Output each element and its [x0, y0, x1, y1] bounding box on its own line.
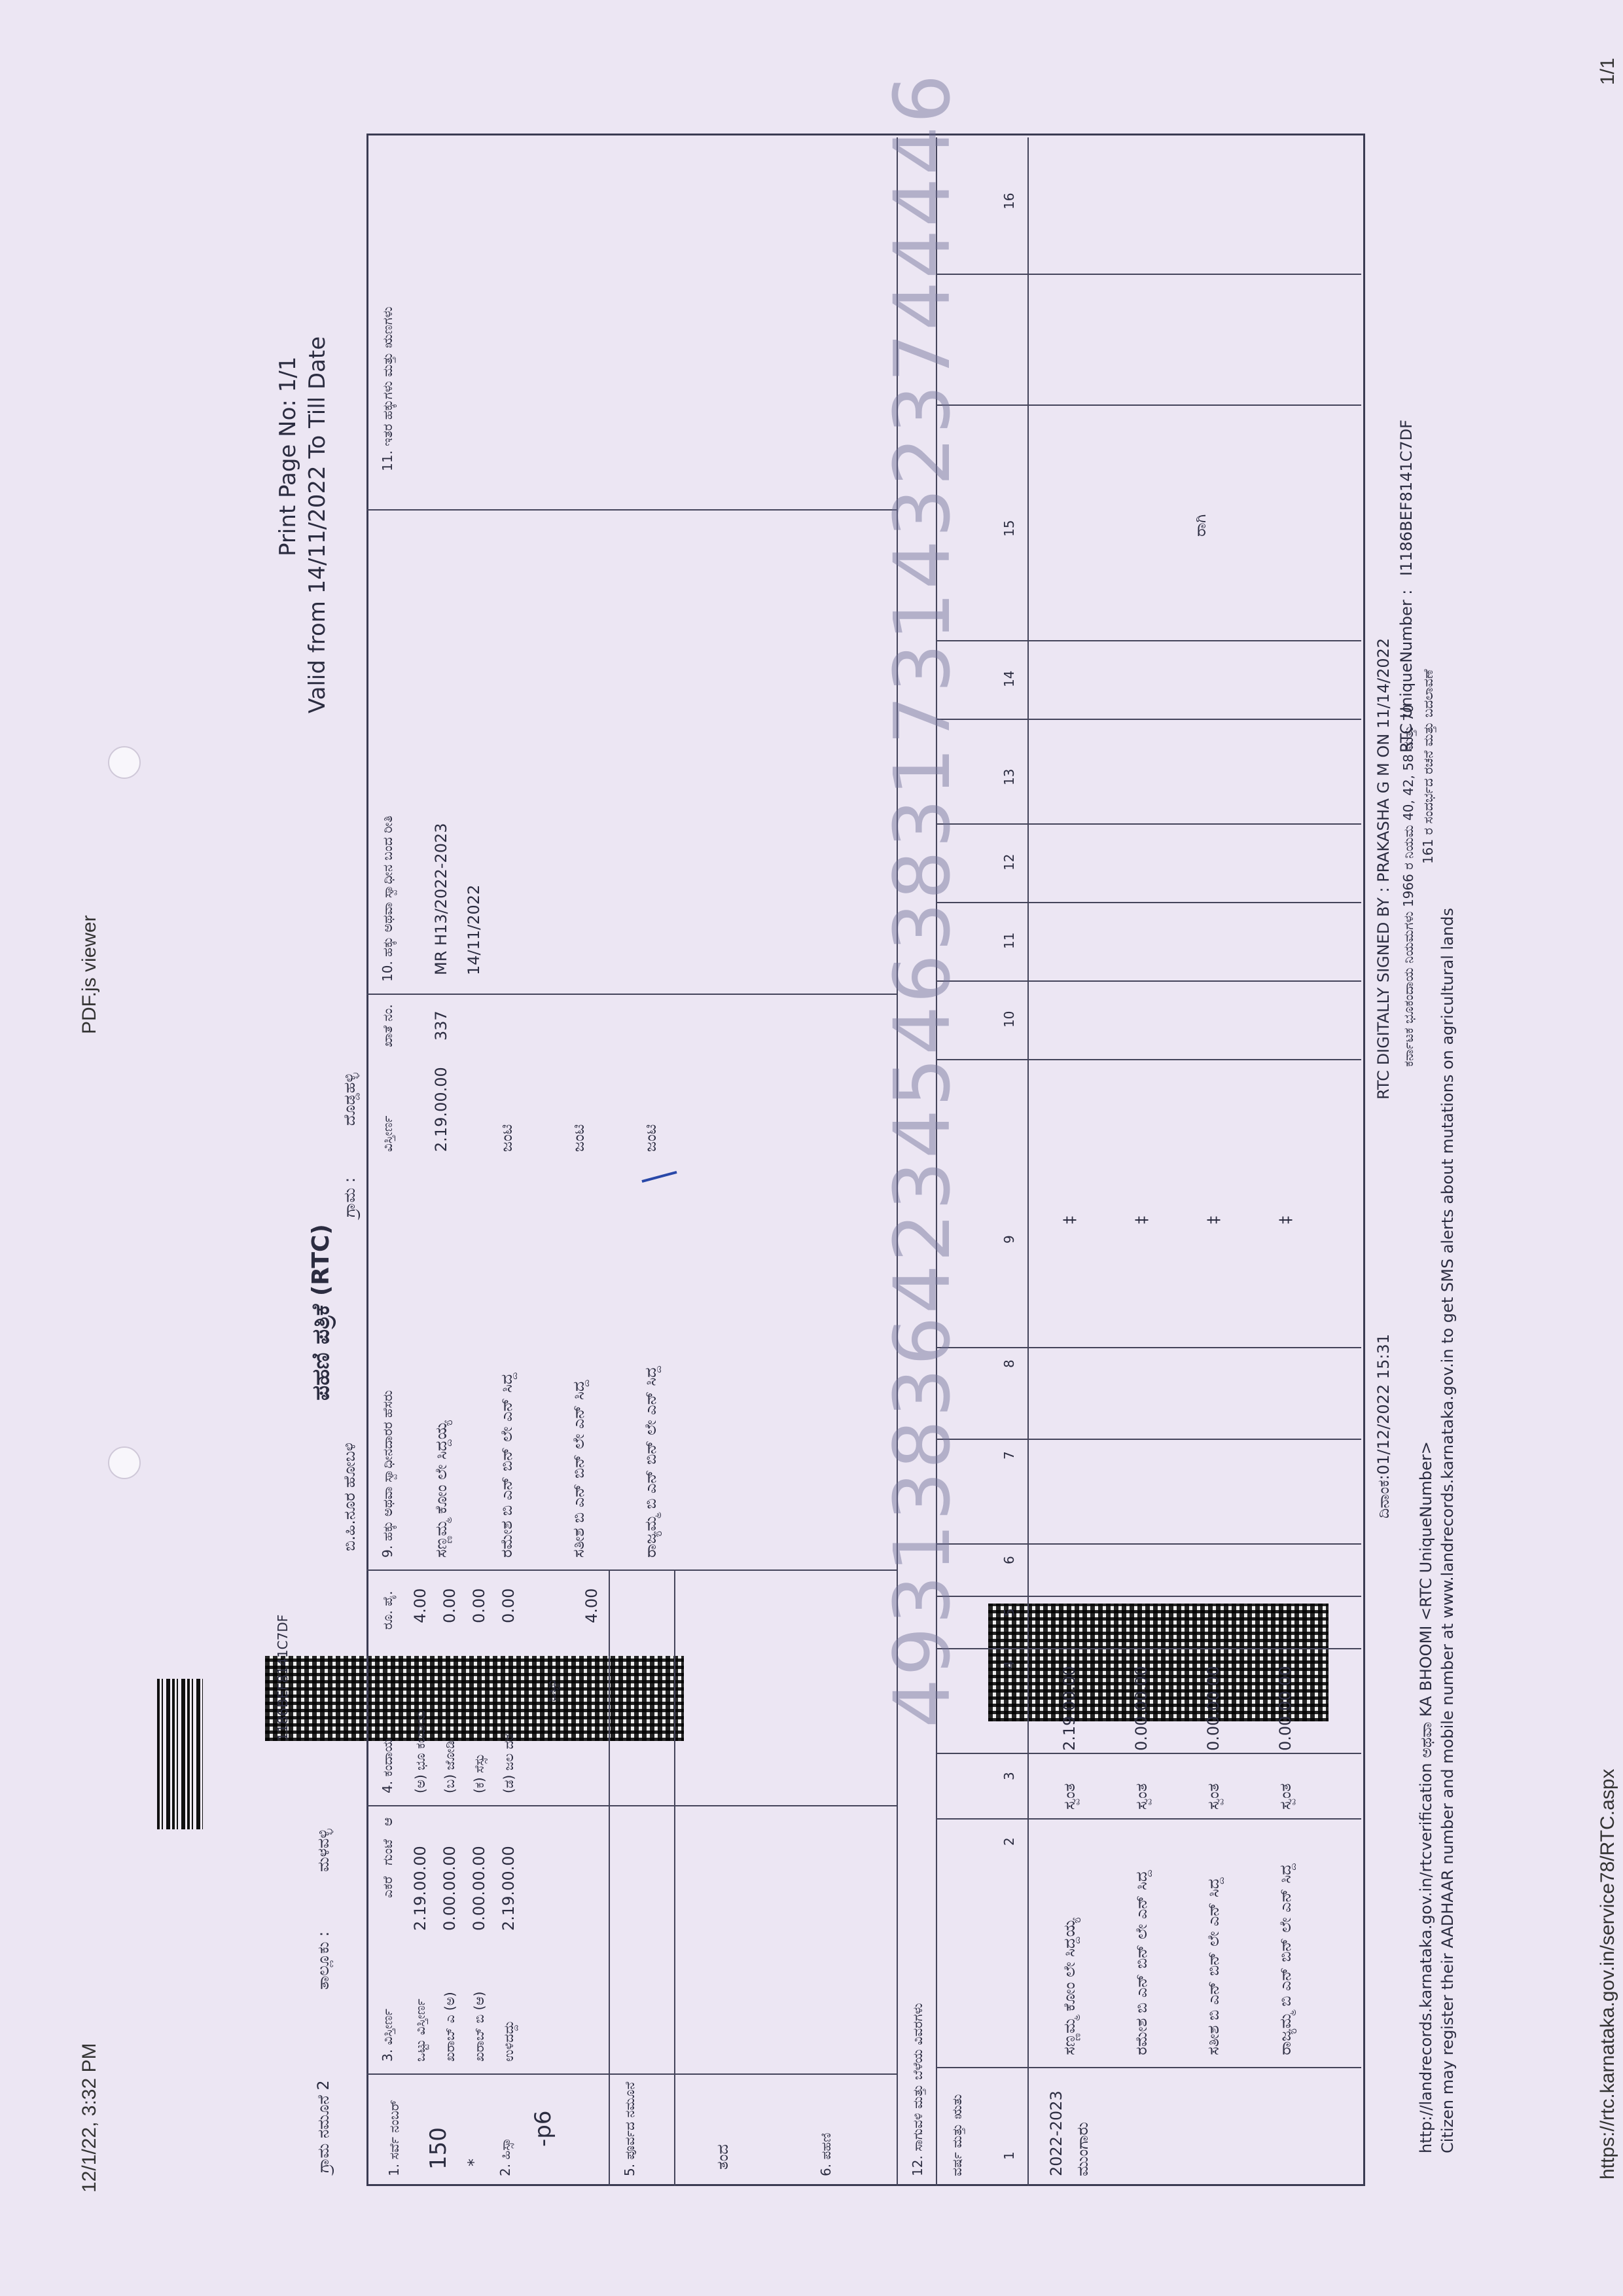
- revenue-unit: ರೂ. ಪೈ.: [380, 1590, 395, 1630]
- pot-label: 5. ಪೂರ್ವದ ನಮೂನೆ: [622, 2081, 637, 2176]
- revenue-row-value: 0.00: [470, 1588, 488, 1623]
- cultivation-year-label: ವರ್ಷ ಮತ್ತು ಋತು: [949, 2094, 965, 2176]
- col-number: 16: [1001, 192, 1017, 209]
- col-number: 9: [1001, 1235, 1017, 1244]
- extent-header: 3. ವಿಸ್ತೀರ್ಣ: [380, 2009, 395, 2062]
- sms-text: Citizen may register their AADHAAR number and mobile number at www.landrecords.karnataka.gov.in to get SMS alerts about mutations on agricultural lands: [1438, 908, 1457, 2153]
- taluk: ಮಳವಳ್ಳಿ: [314, 1829, 332, 1872]
- cultivation-mark: ‡: [1276, 1216, 1294, 1224]
- revenue-header: 4. ಕಂದಾಯ: [380, 1738, 395, 1793]
- cultivation-header: 12. ಸಾಗುವಳಿ ಮತ್ತು ಬೆಳೆಯ ವಿವರಗಳು: [910, 2003, 925, 2176]
- col-number: 4: [1001, 1660, 1017, 1669]
- cultivation-type: ಸ್ವಂತ: [1276, 1783, 1294, 1810]
- col-number: 14: [1001, 670, 1017, 687]
- owners-header: 9. ಹಕ್ಕು ಅಥವಾ ಸ್ವಾಧೀನದಾರರ ಹೆಸರು: [380, 1390, 395, 1558]
- owner-extent: ಜಂಟಿ: [569, 1124, 588, 1152]
- owner-extent: ಜಂಟಿ: [497, 1124, 516, 1152]
- print-url: https://rtc.karnataka.gov.in/service78/RTC.aspx: [1597, 1768, 1618, 2179]
- survey-label: 1. ಸರ್ವೆ ನಂಬರ್: [386, 2100, 402, 2176]
- form-number: ಗ್ರಾಮ ನಮೂನೆ 2: [314, 2080, 332, 2173]
- hissa: -p6: [530, 2110, 556, 2147]
- section-text: 161 ರ ಸಂದರ್ಭದ ರಚನೆ ಮತ್ತು ಬದಲಾವಣೆ: [1420, 669, 1436, 864]
- cultivation-extent: 0.00.00.00: [1276, 1666, 1294, 1751]
- revenue-row-label: (ಡ) ಜಲ ದರ: [501, 1734, 516, 1793]
- extent-row-value: 0.00.00.00: [440, 1846, 459, 1931]
- col-number: 7: [1001, 1451, 1017, 1460]
- revenue-row-label: (ಬ) ಜೋಡಿ: [442, 1740, 457, 1793]
- owners-khata-header: ಖಾತೆ ನಂ.: [380, 1004, 395, 1047]
- taluk-label: ತಾಲ್ಲೂಕು :: [314, 1931, 332, 1990]
- pot: ತಂದ: [713, 2144, 732, 2170]
- cultivation-year: 2022-2023: [1047, 2090, 1065, 2176]
- mutation-date: 14/11/2022: [465, 884, 483, 975]
- revenue-row-value: 4.00: [411, 1588, 429, 1623]
- extent-row-value: 2.19.00.00: [411, 1846, 429, 1931]
- cultivation-mark: ‡: [1060, 1216, 1079, 1224]
- cultivation-type: ಸ್ವಂತ: [1132, 1783, 1150, 1810]
- footer-date: ದಿನಾಂಕ:01/12/2022 15:31: [1374, 1334, 1393, 1518]
- cultivator-name: ಸತೀಶ ಬಿ ಎನ್ ಬಿನ್ ಲೇ ಎನ್ ಸಿದ್ದ: [1204, 1877, 1222, 2055]
- extent-unit-2: ಗುಂಟೆ: [380, 1839, 395, 1865]
- cultivator-name: ರಮೇಶ ಬಿ ಎನ್ ಬಿನ್ ಲೇ ಎನ್ ಸಿದ್ದ: [1132, 1870, 1150, 2055]
- revenue-row-label: (ಅ) ಭೂ ಕಂದಾಯ: [412, 1710, 428, 1793]
- owner-name: ಸಣ್ಣಮ್ಮ ಕೋಂ ಲೇ ಸಿದ್ದಯ್ಯ: [432, 1420, 450, 1558]
- extent-row-value: 2.19.00.00: [499, 1846, 518, 1931]
- verify-text: http://landrecords.karnataka.gov.in/rtcverification ಅಥವಾ KA BHOOMI <RTC UniqueNumber>: [1417, 1441, 1435, 2153]
- cultivation-mark: ‡: [1132, 1216, 1150, 1224]
- unique-number: I1186BEF8141C7DF: [1397, 420, 1416, 576]
- col-number: 3: [1001, 1772, 1017, 1780]
- owner-name: ರಮೇಶ ಬಿ ಎನ್ ಬಿನ್ ಲೇ ಎನ್ ಸಿದ್ದ: [497, 1372, 516, 1558]
- cultivator-name: ರಾಜ್ಯಮ್ಮ ಬಿ ಎನ್ ಬಿನ್ ಲೇ ಎನ್ ಸಿದ್ದ: [1276, 1863, 1294, 2055]
- revenue-row-value: 0.00: [499, 1588, 518, 1623]
- village-label: ಗ್ರಾಮ :: [340, 1177, 359, 1217]
- survey-number: 150: [425, 2127, 452, 2170]
- extent-row-label: ಖರಾಬ್ ಬಿ (ಆ): [471, 1991, 487, 2062]
- print-datetime: 12/1/22, 3:32 PM: [79, 2043, 100, 2193]
- col-number: 8: [1001, 1359, 1017, 1368]
- col-number: 13: [1001, 768, 1017, 785]
- revenue-total: 4.00: [582, 1588, 601, 1623]
- barcode: [157, 1679, 203, 1829]
- cultivation-extent: 2.19.00.00: [1060, 1666, 1079, 1751]
- owner-extent: ಜಂಟಿ: [641, 1124, 660, 1152]
- extent-row-label: ಒಟ್ಟು ವಿಸ್ತೀರ್ಣ: [412, 1998, 428, 2062]
- signed-by: RTC DIGITALLY SIGNED BY : PRAKASHA G M ON 11/14/2022: [1374, 637, 1393, 1100]
- col-number: 2: [1001, 1837, 1017, 1846]
- col-number: 15: [1001, 520, 1017, 537]
- cultivator-name: ಸಣ್ಣಮ್ಮ ಕೋಂ ಲೇ ಸಿದ್ದಯ್ಯ: [1060, 1918, 1079, 2055]
- hissa-label: 2. ಹಿಸ್ಸಾ: [497, 2138, 513, 2176]
- cultivation-type: ಸ್ವಂತ: [1204, 1783, 1222, 1810]
- unique-label: RTC UniqueNumber :: [1397, 589, 1416, 753]
- mutation-ref: MR H13/2022-2023: [432, 823, 450, 975]
- revenue-row-value: 0.00: [440, 1588, 459, 1623]
- document-title: ಪಹಣಿ ಪತ್ರಿಕೆ (RTC): [308, 1224, 334, 1401]
- col-number: 1: [1001, 2151, 1017, 2160]
- punch-hole-bottom: [108, 1446, 141, 1479]
- col-number: 12: [1001, 853, 1017, 870]
- law-text: ಕರ್ನಾಟಕ ಭೂಕಂದಾಯ ನಿಯಮಗಳು 1966 ರ ನಿಯಮ 40, 42, 58 ಮತ್ತು 70: [1400, 704, 1416, 1067]
- extent-row-label: ಉಳಿದದ್ದು: [501, 2020, 516, 2062]
- owner-name: ಸತೀಶ ಬಿ ಎನ್ ಬಿನ್ ಲೇ ಎನ್ ಸಿದ್ದ: [569, 1380, 588, 1558]
- revenue-total-label: ಒಟ್ಟು: [543, 1679, 559, 1702]
- extent-unit-1: ಎಕರೆ: [380, 1876, 395, 1898]
- col-number: 10: [1001, 1011, 1017, 1028]
- survey-mark: *: [465, 2159, 483, 2166]
- owner-name: ರಾಜ್ಯಮ್ಮ ಬಿ ಎನ್ ಬಿನ್ ಲೇ ಎನ್ ಸಿದ್ದ: [641, 1366, 660, 1558]
- extent-row-value: 0.00.00.00: [470, 1846, 488, 1931]
- owner-extent: 2.19.00.00: [432, 1067, 450, 1152]
- watermark: 49313836423454638317314323744446: [877, 71, 967, 1728]
- cultivation-extent: 0.00.00.00: [1204, 1666, 1222, 1751]
- owner-khata: 337: [432, 1011, 450, 1041]
- cultivation-extent: 0.00.00.00: [1132, 1666, 1150, 1751]
- punch-hole-top: [108, 746, 141, 779]
- cultivation-mark: ‡: [1204, 1216, 1222, 1224]
- col-number: 11: [1001, 932, 1017, 949]
- print-page-count: 1/1: [1597, 58, 1618, 85]
- barcode-id: 1186BEF8141C7DF: [275, 1614, 291, 1741]
- extent-row-label: ಖರಾಬ್ ಎ (ಅ): [442, 1992, 457, 2062]
- revenue-row-label: (ಕ) ಸೆಸ್ಸು: [471, 1753, 487, 1793]
- cultivation-season: ಮುಂಗಾರು: [1073, 2122, 1092, 2176]
- owners-extent-header: ವಿಸ್ತೀರ್ಣ: [380, 1115, 395, 1152]
- print-page-no: Print Page No: 1/1: [275, 356, 301, 556]
- print-app-title: PDF.js viewer: [79, 915, 100, 1034]
- mutation-header: 10. ಹಕ್ಕು ಅಥವಾ ಸ್ವಾಧೀನ ಬಂದ ರೀತಿ: [380, 815, 395, 982]
- village: ದೊಡ್ಡಹಳ್ಳಿ: [340, 1073, 359, 1126]
- ward: ಬಿ.ಹಿ.ನೂರ ಹೋಬಳಿ: [340, 1443, 359, 1551]
- crop-name: ರಾಗಿ: [1191, 514, 1209, 537]
- cultivation-type: ಸ್ವಂತ: [1060, 1783, 1079, 1810]
- liabilities-header: 11. ಇತರ ಹಕ್ಕುಗಳು ಮತ್ತು ಋಣಗಳು: [380, 306, 395, 471]
- col-number: 5: [1001, 1608, 1017, 1617]
- soil-label: 6. ಪಹಣಿ: [818, 2132, 834, 2176]
- rtc-document: [216, 71, 1459, 2238]
- col-number: 6: [1001, 1556, 1017, 1564]
- extent-unit-3: ಆ: [380, 1817, 395, 1826]
- valid-from: Valid from 14/11/2022 To Till Date: [304, 336, 330, 713]
